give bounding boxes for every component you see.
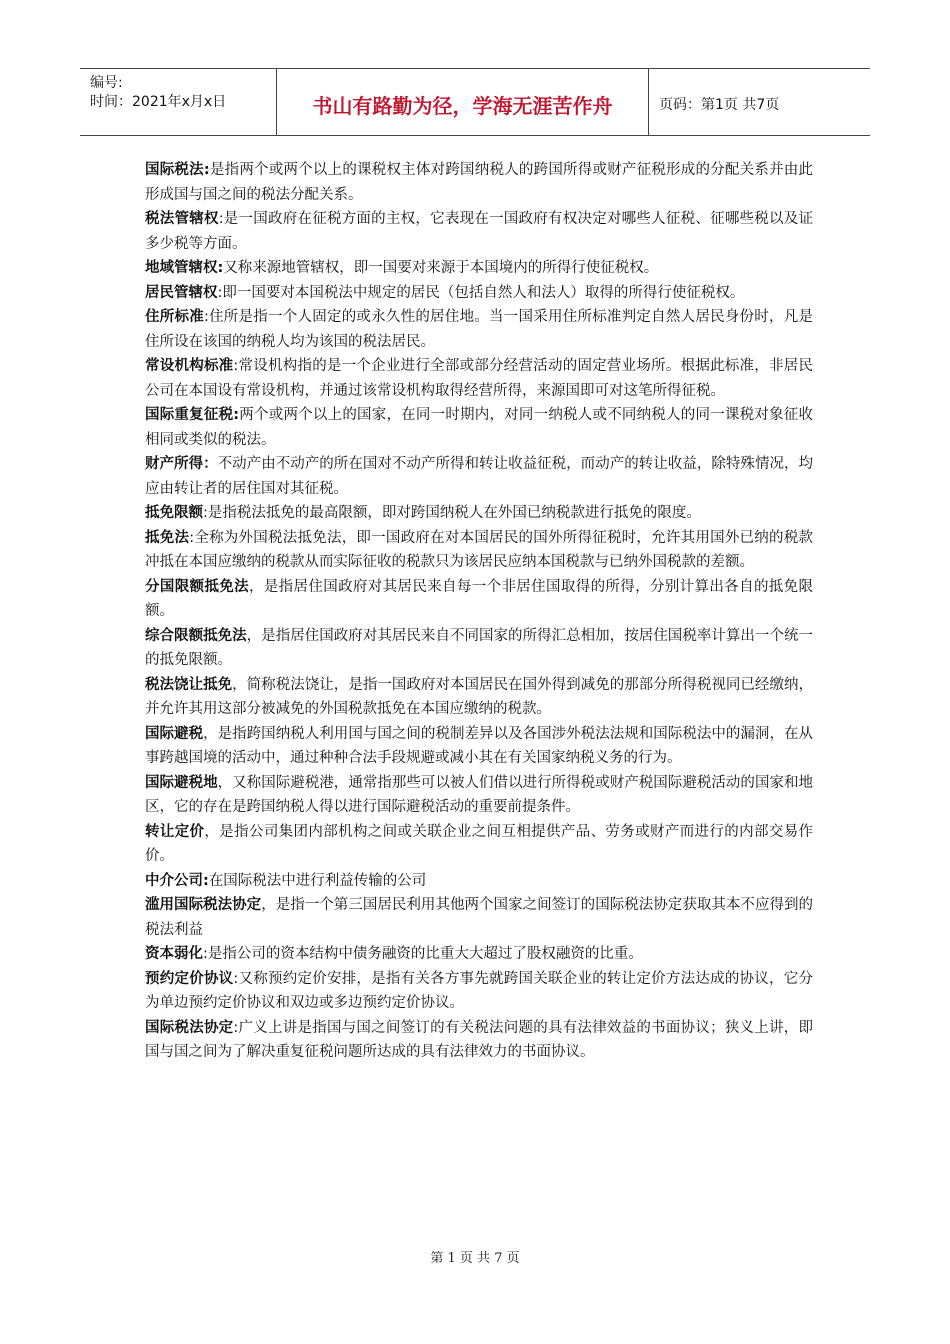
- entry-term: 转让定价: [145, 823, 205, 840]
- definition-entry: [145, 501, 813, 526]
- entry-term: 地域管辖权:: [145, 260, 224, 276]
- definition-entry: [145, 820, 813, 869]
- definition-entry: [145, 673, 813, 722]
- entry-term: 中介公司:: [145, 872, 209, 889]
- entry-text: ，是指公司集团内部机构之间或关联企业之间互相提供产品、劳务或财产而进行的内部交易作价。: [145, 823, 814, 864]
- entry-text: :即一国要对本国税法中规定的居民（包括自然人和法人）取得的所得行使征税权。: [217, 284, 745, 301]
- entry-term: 抵免法: [145, 529, 190, 546]
- definition-entry: [145, 354, 813, 403]
- definition-entry: [145, 942, 813, 967]
- definition-entry: [145, 1016, 813, 1065]
- entry-text: 又称来源地管辖权，即一国要对来源于本国境内的所得行使征税权。: [223, 260, 659, 276]
- entry-text: :广义上讲是指国与国之间签订的有关税法问题的具有法律效益的书面协议；狭义上讲，即国与国之间为了解决重复征税问题所达成的具有法律效力的书面协议。: [145, 1019, 813, 1060]
- page-footer: 第 1 页 共 7 页: [430, 1251, 520, 1266]
- definition-entry: [145, 967, 813, 1016]
- entry-text: :是指公司的资本结构中债务融资的比重大大超过了股权融资的比重。: [203, 946, 643, 962]
- entry-term: 国际避税地: [145, 774, 218, 791]
- entry-term: 国际避税: [145, 725, 204, 742]
- document-body: [145, 158, 813, 1065]
- entry-text: ，是指一个第三国居民利用其他两个国家之间签订的国际税法协定获取其本不应得到的税法利益: [145, 897, 814, 938]
- definition-entry: [145, 722, 813, 771]
- definition-entry: [145, 281, 813, 306]
- entry-term: 滥用国际税法协定: [145, 897, 262, 913]
- entry-term: 常设机构标准: [145, 358, 234, 374]
- entry-text: ，又称国际避税港，通常指那些可以被人们借以进行所得税或财产税国际避税活动的国家和地区，它的存在是跨国纳税人得以进行国际避税活动的重要前提条件。: [145, 774, 814, 815]
- definition-entry: [145, 403, 813, 452]
- entry-term: 国际税法协定: [145, 1019, 234, 1036]
- entry-text: :又称预约定价安排，是指有关各方事先就跨国关联企业的转让定价方法达成的协议，它分为单边预约定价协议和双边或多边预约定价协议。: [145, 970, 813, 1011]
- header-page-info: 页码：第1页 共7页: [659, 97, 780, 113]
- entry-text: ，是指居住国政府对其居民来自不同国家的所得汇总相加，按居住国税率计算出一个统一的抵免限额。: [145, 627, 813, 668]
- definition-entry: [145, 158, 813, 207]
- entry-text: 在国际税法中进行利益传输的公司: [208, 872, 427, 889]
- entry-text: :常设机构指的是一个企业进行全部或部分经营活动的固定营业场所。根据此标准，非居民公司在本国设有常设机构，并通过该常设机构取得经营所得，来源国即可对这笔所得征税。: [145, 358, 813, 399]
- entry-text: :全称为外国税法抵免法，即一国政府在对本国居民的国外所得征税时，允许其用国外已纳的税款冲抵在本国应缴纳的税款从而实际征收的税款只为该居民应纳本国税款与已纳外国税款的差额。: [145, 529, 814, 570]
- entry-term: 居民管辖权: [145, 284, 218, 301]
- date-label: 时间：2021年x月x日: [90, 94, 227, 110]
- definition-entry: [145, 575, 813, 624]
- entry-term: 综合限额抵免法: [145, 627, 247, 644]
- entry-text: :住所是指一个人固定的或永久性的居住地。当一国采用住所标准判定自然人居民身份时，凡是住所设在该国的纳税人均为该国的税法居民。: [145, 309, 814, 350]
- definition-entry: [145, 869, 813, 894]
- entry-text: ，是指跨国纳税人利用国与国之间的税制差异以及各国涉外税法法规和国际税法中的漏洞，在从事跨越国境的活动中，通过种种合法手段规避或减小其在有关国家纳税义务的行为。: [145, 725, 814, 766]
- entry-term: 国际重复征税:: [145, 407, 240, 423]
- number-label: 编号:: [90, 75, 123, 91]
- entry-term: 分国限额抵免法: [145, 578, 249, 595]
- definition-entry: [145, 207, 813, 256]
- definition-entry: [145, 624, 813, 673]
- entry-text: :是指税法抵免的最高限额，即对跨国纳税人在外国已纳税款进行抵免的限度。: [203, 505, 701, 521]
- definition-entry: [145, 452, 813, 501]
- entry-term: 国际税法:: [145, 162, 210, 178]
- entry-text: ，是指居住国政府对其居民来自每一个非居住国取得的所得，分别计算出各自的抵免限额。: [145, 578, 813, 619]
- entry-term: 税法管辖权: [145, 211, 219, 227]
- entry-term: 税法饶让抵免: [145, 676, 233, 693]
- entry-text: :是一国政府在征税方面的主权，它表现在一国政府有权决定对哪些人征税、征哪些税以及证多少税等方面。: [145, 211, 813, 252]
- entry-text: 两个或两个以上的国家，在同一时期内，对同一纳税人或不同纳税人的同一课税对象征收相同或类似的税法。: [145, 407, 813, 448]
- entry-term: 抵免限额: [145, 505, 203, 521]
- definition-entry: [145, 526, 813, 575]
- entry-text: 是指两个或两个以上的课税权主体对跨国纳税人的跨国所得或财产征税形成的分配关系并由此形成国与国之间的税法分配关系。: [145, 162, 813, 203]
- page-header: [80, 68, 870, 136]
- entry-term: 财产所得：: [145, 456, 218, 472]
- definition-entry: [145, 771, 813, 820]
- entry-term: 预约定价协议: [145, 970, 234, 987]
- entry-text: 不动产由不动产的所在国对不动产所得和转让收益征税，而动产的转让收益，除特殊情况，均应由转让者的居住国对其征税。: [145, 456, 814, 497]
- header-meta: [80, 69, 277, 135]
- entry-term: 住所标准: [145, 309, 204, 325]
- entry-text: ，简称税法饶让，是指一国政府对本国居民在国外得到减免的那部分所得税视同已经缴纳，并允许其用这部分被减免的外国税款抵免在本国应缴纳的税款。: [145, 676, 814, 717]
- definition-entry: [145, 893, 813, 942]
- definition-entry: [145, 305, 813, 354]
- entry-term: 资本弱化: [145, 946, 203, 962]
- header-motto: 书山有路勤为径，学海无涯苦作舟: [277, 69, 649, 135]
- definition-entry: [145, 256, 813, 281]
